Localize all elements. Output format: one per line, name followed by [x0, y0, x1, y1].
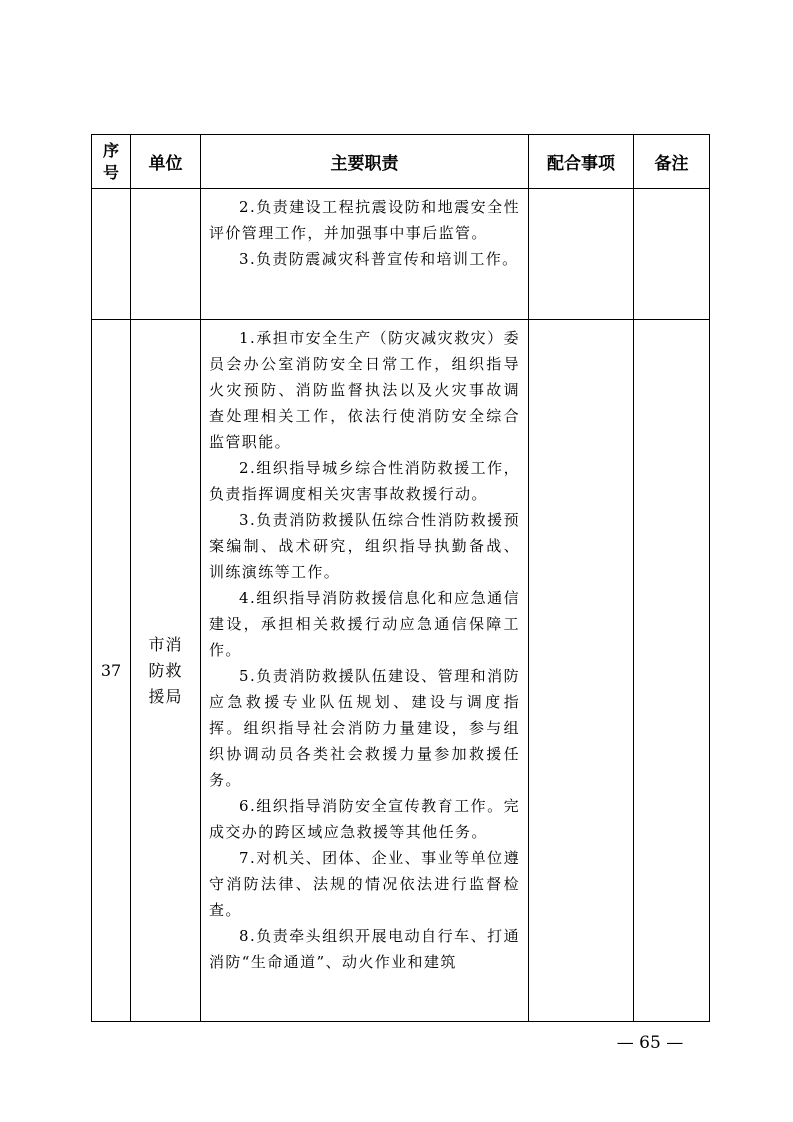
duties-table [91, 134, 710, 1022]
row-duties-cell [201, 189, 529, 320]
page-number: — 65 — [616, 1033, 684, 1053]
duty-item: 2.组织指导城乡综合性消防救援工作，负责指挥调度相关灾害事故救援行动。 [209, 459, 520, 503]
duty-item: 3.负责防震减灾科普宣传和培训工作。 [239, 250, 519, 268]
row-unit-cell [131, 320, 201, 1022]
unit-name: 市消防救援局 [148, 634, 183, 706]
duty-item: 5.负责消防救援队伍建设、管理和消防应急救援专业队伍规划、建设与调度指挥。组织指导社会消防力量建设，参与组织协调动员各类社会救援力量参加救援任务。 [209, 667, 520, 789]
header-cooperation: 配合事项 [529, 135, 634, 189]
header-unit: 单位 [131, 135, 201, 189]
duty-item: 6.组织指导消防安全宣传教育工作。完成交办的跨区域应急救援等其他任务。 [209, 797, 520, 841]
table-row [92, 320, 710, 1022]
row-duties-cell [201, 320, 529, 1022]
duty-item: 7.对机关、团体、企业、事业等单位遵守消防法律、法规的情况依法进行监督检查。 [209, 849, 520, 919]
row-cooperation-cell [529, 320, 634, 1022]
table-row-continued [92, 189, 710, 320]
row-unit-cell [131, 189, 201, 320]
row-seq-cell: 37 [92, 320, 131, 1022]
duty-item: 1.承担市安全生产（防灾减灾救灾）委员会办公室消防安全日常工作，组织指导火灾预防、消防监督执法以及火灾事故调查处理相关工作，依法行使消防安全综合监管职能。 [209, 329, 520, 451]
duty-item: 8.负责牵头组织开展电动自行车、打通消防“生命通道”、动火作业和建筑 [209, 927, 520, 971]
header-remarks: 备注 [634, 135, 710, 189]
duty-item: 2.负责建设工程抗震设防和地震安全性评价管理工作，并加强事中事后监管。 [209, 198, 520, 242]
header-seq: 序号 [92, 135, 131, 189]
row-seq-cell [92, 189, 131, 320]
duty-item: 4.组织指导消防救援信息化和应急通信建设，承担相关救援行动应急通信保障工作。 [209, 589, 520, 659]
row-remarks-cell [634, 189, 710, 320]
table-header-row [92, 135, 710, 189]
header-duties: 主要职责 [201, 135, 529, 189]
row-cooperation-cell [529, 189, 634, 320]
row-remarks-cell [634, 320, 710, 1022]
duty-item: 3.负责消防救援队伍综合性消防救援预案编制、战术研究，组织指导执勤备战、训练演练等工作。 [209, 511, 520, 581]
